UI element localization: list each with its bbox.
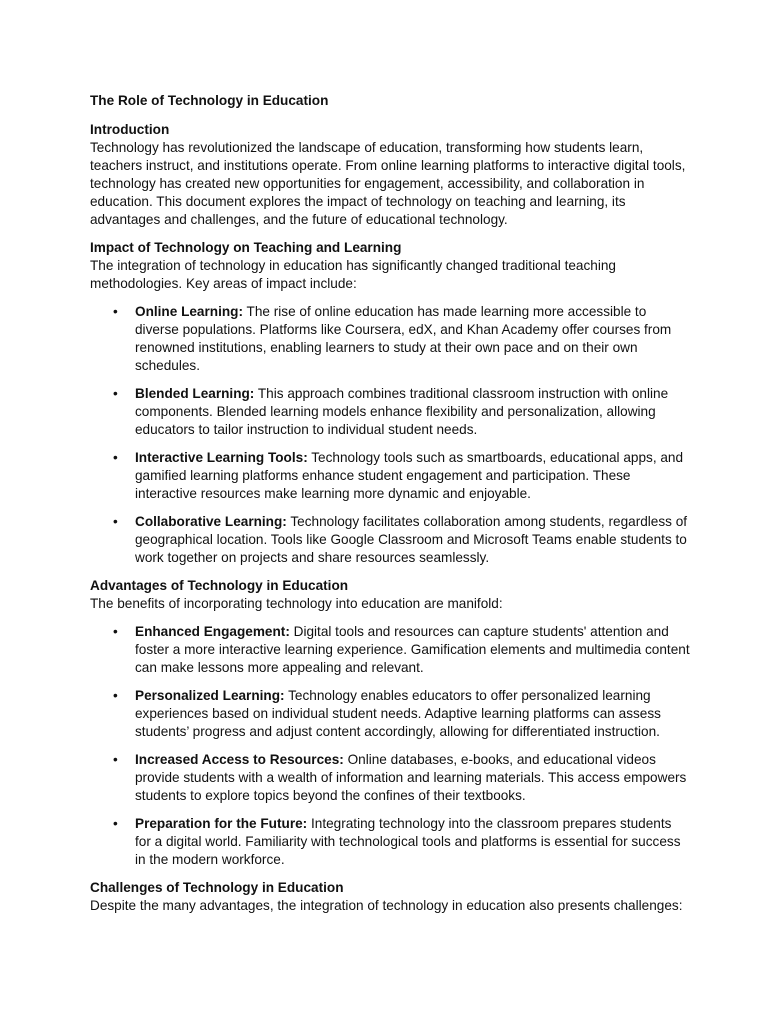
list-item-text: Online databases, e-books, and educational videos provide students with a wealth of information and learning materials. This access empowers students to explore topics beyond the confines of their textbooks. [135, 752, 687, 803]
bullet-icon: • [113, 816, 118, 831]
list-item-text: Technology facilitates collaboration among students, regardless of geographical location. Tools like Google Classroom and Microsoft Teams enable students to work together on projects and share resources seamlessly. [135, 514, 688, 565]
list-item-text: Digital tools and resources can capture students' attention and foster a more interactive learning experience. Gamification elements and multimedia content can make lessons more appealing and relevant. [135, 624, 690, 675]
impact-paragraph: The integration of technology in education has significantly changed traditional teaching methodologies. Key areas of impact include: [90, 258, 616, 291]
section-heading-challenges: Challenges of Technology in Education [90, 880, 344, 895]
list-item [90, 815, 690, 869]
section-heading-advantages: Advantages of Technology in Education [90, 578, 349, 593]
list-item [90, 623, 690, 677]
advantages-paragraph: The benefits of incorporating technology into education are manifold: [90, 596, 503, 611]
list-item-term: Increased Access to Resources: [135, 752, 344, 767]
document-title: The Role of Technology in Education [90, 93, 329, 108]
list-item [90, 513, 690, 567]
challenges-paragraph: Despite the many advantages, the integration of technology in education also presents challenges: [90, 898, 683, 913]
bullet-icon: • [113, 304, 118, 319]
document-body [90, 92, 690, 925]
introduction-paragraph: Technology has revolutionized the landscape of education, transforming how students learn, teachers instruct, and institutions operate. From online learning platforms to interactive digital tools, technology has created new opportunities for engagement, accessibility, and collaboration in education. This document explores the impact of technology on teaching and learning, its advantages and challenges, and the future of educational technology. [90, 140, 686, 227]
bullet-icon: • [113, 386, 118, 401]
list-item [90, 449, 690, 503]
list-item-term: Online Learning: [135, 304, 243, 319]
list-item-text: Technology tools such as smartboards, educational apps, and gamified learning platforms enhance student engagement and participation. These interactive resources make learning more dynamic and enjoyable. [135, 450, 684, 501]
section-heading-impact: Impact of Technology on Teaching and Learning [90, 240, 402, 255]
bullet-icon: • [113, 450, 118, 465]
advantages-list [90, 623, 690, 869]
section-heading-introduction: Introduction [90, 122, 170, 137]
list-item-term: Enhanced Engagement: [135, 624, 290, 639]
bullet-icon: • [113, 624, 118, 639]
list-item-term: Collaborative Learning: [135, 514, 287, 529]
bullet-icon: • [113, 514, 118, 529]
list-item-term: Blended Learning: [135, 386, 255, 401]
list-item [90, 687, 690, 741]
list-item-term: Personalized Learning: [135, 688, 285, 703]
list-item [90, 303, 690, 375]
bullet-icon: • [113, 688, 118, 703]
list-item [90, 385, 690, 439]
list-item [90, 751, 690, 805]
list-item-text: Integrating technology into the classroom prepares students for a digital world. Familiarity with technological tools and platforms is essential for success in the modern workforce. [135, 816, 681, 867]
list-item-text: This approach combines traditional classroom instruction with online components. Blended learning models enhance flexibility and personalization, allowing educators to tailor instruction to individual student needs. [135, 386, 669, 437]
impact-list [90, 303, 690, 567]
list-item-term: Preparation for the Future: [135, 816, 308, 831]
list-item-text: Technology enables educators to offer personalized learning experiences based on individual student needs. Adaptive learning platforms can assess students’ progress and adjust content accordingly, allowing for differentiated instruction. [135, 688, 661, 739]
bullet-icon: • [113, 752, 118, 767]
list-item-text: The rise of online education has made learning more accessible to diverse populations. Platforms like Coursera, edX, and Khan Academy offer courses from renowned institutions, enabling learners to study at their own pace and on their own schedules. [135, 304, 672, 373]
list-item-term: Interactive Learning Tools: [135, 450, 308, 465]
